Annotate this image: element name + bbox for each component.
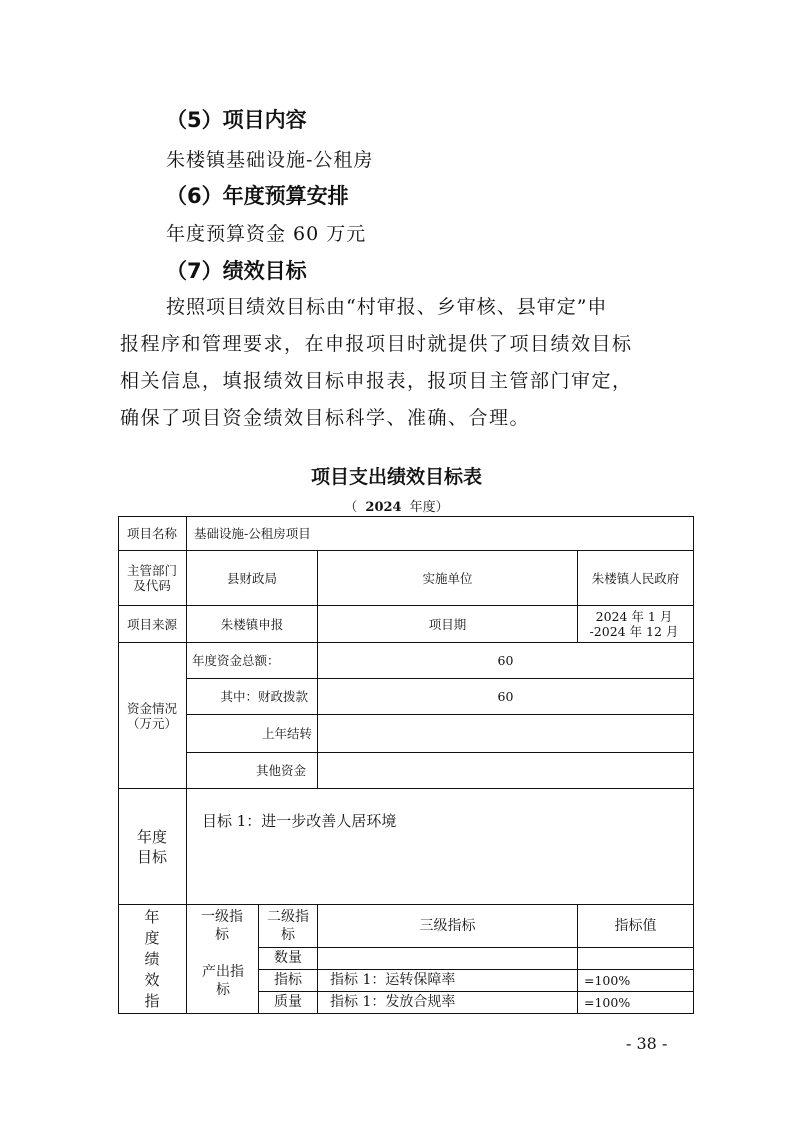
- page-number: - 38 -: [626, 1034, 668, 1053]
- subtitle-year: 2024: [365, 500, 402, 515]
- funds-total-value: 60: [497, 653, 514, 668]
- project-name-value: 基础设施-公租房项目: [194, 526, 311, 541]
- table-border-right: [693, 516, 694, 1014]
- table-title: 项目支出绩效目标表: [310, 466, 482, 488]
- impl-label: 实施单位: [422, 570, 473, 586]
- section-6-heading: （6）年度预算安排: [166, 184, 349, 208]
- section-6-body: 年度预算资金 60 万元: [166, 223, 367, 245]
- source-value: 朱楼镇申报: [220, 616, 284, 632]
- level3-cell: [330, 948, 577, 969]
- funds-total-label: 年度资金总额：: [192, 653, 280, 668]
- dept-value: 县财政局: [226, 570, 277, 586]
- output-indicator-label: 产出指标: [202, 963, 244, 998]
- subtitle-close: 年度）: [409, 500, 449, 515]
- level2-header: 二级指标: [267, 909, 309, 943]
- table-subtitle: [0, 496, 793, 515]
- level2-cell: 质量: [274, 994, 302, 1010]
- performance-target-table: [118, 516, 694, 1014]
- funds-other-label: 其他资金: [255, 763, 306, 778]
- funds-fiscal-value: 60: [497, 689, 514, 704]
- section-5-heading: （5）项目内容: [166, 108, 307, 132]
- table-border-left: [118, 516, 119, 1014]
- funds-carry-label: 上年结转: [261, 726, 312, 741]
- value-cell: [584, 948, 693, 969]
- level3-cell: 指标 1：发放合规率: [330, 994, 456, 1010]
- level1-header: 一级指标: [201, 909, 243, 943]
- value-cell: =100%: [584, 973, 631, 988]
- impl-value: 朱楼镇人民政府: [591, 570, 680, 586]
- paragraph-line: 相关信息，填报绩效目标申报表，报项目主管部门审定，: [120, 370, 633, 392]
- paragraph-line: 按照项目绩效目标由“村审报、乡审核、县审定”申: [166, 296, 608, 318]
- funds-carry-value: [318, 715, 693, 752]
- level3-cell: 指标 1：运转保障率: [330, 972, 456, 988]
- funds-other-value: [318, 753, 693, 788]
- funds-label: 资金情况（万元）: [126, 700, 177, 731]
- period-value: 2024 年 1 月 -2024 年 12 月: [589, 609, 679, 639]
- project-name-label: 项目名称: [126, 526, 177, 541]
- table-border-bottom: [118, 1013, 694, 1014]
- annual-goal-label: 年度目标: [136, 827, 167, 866]
- row-divider: [118, 788, 694, 789]
- dept-label: 主管部门及代码: [126, 563, 177, 593]
- period-label: 项目期: [428, 616, 467, 632]
- level3-header: 三级指标: [419, 917, 476, 934]
- indicators-label: 年度绩效指: [144, 907, 160, 1010]
- level2-cell: 数量: [274, 950, 302, 966]
- subtitle-open: （: [344, 500, 358, 515]
- col-divider: [186, 904, 187, 1014]
- paragraph-line: 确保了项目资金绩效目标科学、准确、合理。: [120, 407, 531, 429]
- level2-cell: 指标: [274, 972, 302, 988]
- annual-goal-value: 目标 1：进一步改善人居环境: [202, 811, 397, 830]
- funds-fiscal-label: 其中：财政拨款: [220, 689, 308, 704]
- section-5-body: 朱楼镇基础设施-公租房: [166, 149, 374, 171]
- section-7-heading: （7）绩效目标: [166, 259, 307, 283]
- paragraph-line: 报程序和管理要求，在申报项目时就提供了项目绩效目标: [120, 333, 633, 355]
- value-header: 指标值: [614, 917, 657, 934]
- value-cell: =100%: [584, 995, 631, 1010]
- source-label: 项目来源: [126, 616, 177, 632]
